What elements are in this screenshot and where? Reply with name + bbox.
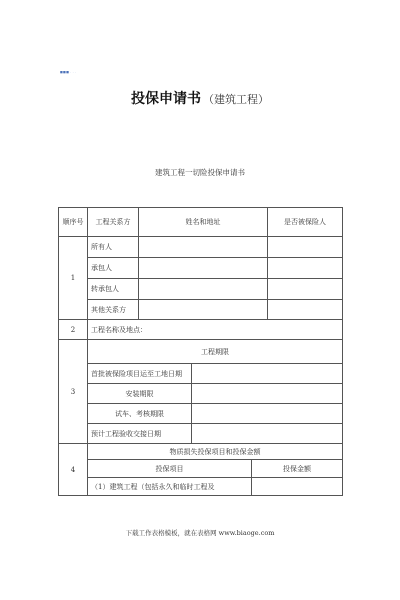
table-row <box>59 320 343 340</box>
period-label: 试车、考核期限 <box>88 404 192 424</box>
party-label: 转承包人 <box>88 279 139 300</box>
table-row <box>59 424 343 444</box>
header-seq: 顺序号 <box>59 208 88 237</box>
party-label: 承包人 <box>88 258 139 279</box>
insured-item-label: （1）建筑工程（包括永久和临时工程及 <box>88 478 252 496</box>
is-insured-cell[interactable] <box>268 279 343 300</box>
period-value-cell[interactable] <box>192 384 343 404</box>
section3-heading: 工程期限 <box>88 340 343 364</box>
section3-seq: 3 <box>59 340 88 444</box>
name-address-cell[interactable] <box>139 237 268 258</box>
table-row <box>59 384 343 404</box>
table-row <box>59 258 343 279</box>
table-row <box>59 460 343 478</box>
name-address-cell[interactable] <box>139 258 268 279</box>
name-address-cell[interactable] <box>139 300 268 320</box>
section4-seq: 4 <box>59 444 88 496</box>
col-amount-header: 投保金额 <box>252 460 343 478</box>
table-row <box>59 279 343 300</box>
period-value-cell[interactable] <box>192 404 343 424</box>
section4-heading: 物质损失投保项目和投保金额 <box>88 444 343 460</box>
header-relation: 工程关系方 <box>88 208 139 237</box>
table-header-row <box>59 208 343 237</box>
title-suffix: （建筑工程） <box>203 93 269 106</box>
application-table <box>58 207 343 496</box>
name-address-cell[interactable] <box>139 279 268 300</box>
section1-seq: 1 <box>59 237 88 320</box>
table-row <box>59 364 343 384</box>
table-row <box>59 237 343 258</box>
table-row <box>59 300 343 320</box>
period-label: 首批被保险项目运至工地日期 <box>88 364 192 384</box>
party-label: 其他关系方 <box>88 300 139 320</box>
insured-amount-cell[interactable] <box>252 478 343 496</box>
section2-seq: 2 <box>59 320 88 340</box>
is-insured-cell[interactable] <box>268 258 343 279</box>
footer-note: 下载工作表格模板，就在表格网 www.biaoge.com <box>125 529 275 537</box>
title-main: 投保申请书 <box>131 91 201 107</box>
period-label: 安装期限 <box>88 384 192 404</box>
header-mark: ■■■ · · · <box>60 70 77 74</box>
period-label: 预计工程验收交接日期 <box>88 424 192 444</box>
header-name-address: 姓名和地址 <box>139 208 268 237</box>
table-row <box>59 444 343 460</box>
header-is-insured: 是否被保险人 <box>268 208 343 237</box>
table-row <box>59 404 343 424</box>
table-row <box>59 478 343 496</box>
form-subtitle: 建筑工程一切险投保申请书 <box>155 168 245 177</box>
period-value-cell[interactable] <box>192 424 343 444</box>
document-title <box>0 88 400 108</box>
is-insured-cell[interactable] <box>268 300 343 320</box>
project-name-location[interactable]: 工程名称及地点： <box>88 320 343 340</box>
is-insured-cell[interactable] <box>268 237 343 258</box>
table-row <box>59 340 343 364</box>
party-label: 所有人 <box>88 237 139 258</box>
period-value-cell[interactable] <box>192 364 343 384</box>
col-item-header: 投保项目 <box>88 460 252 478</box>
